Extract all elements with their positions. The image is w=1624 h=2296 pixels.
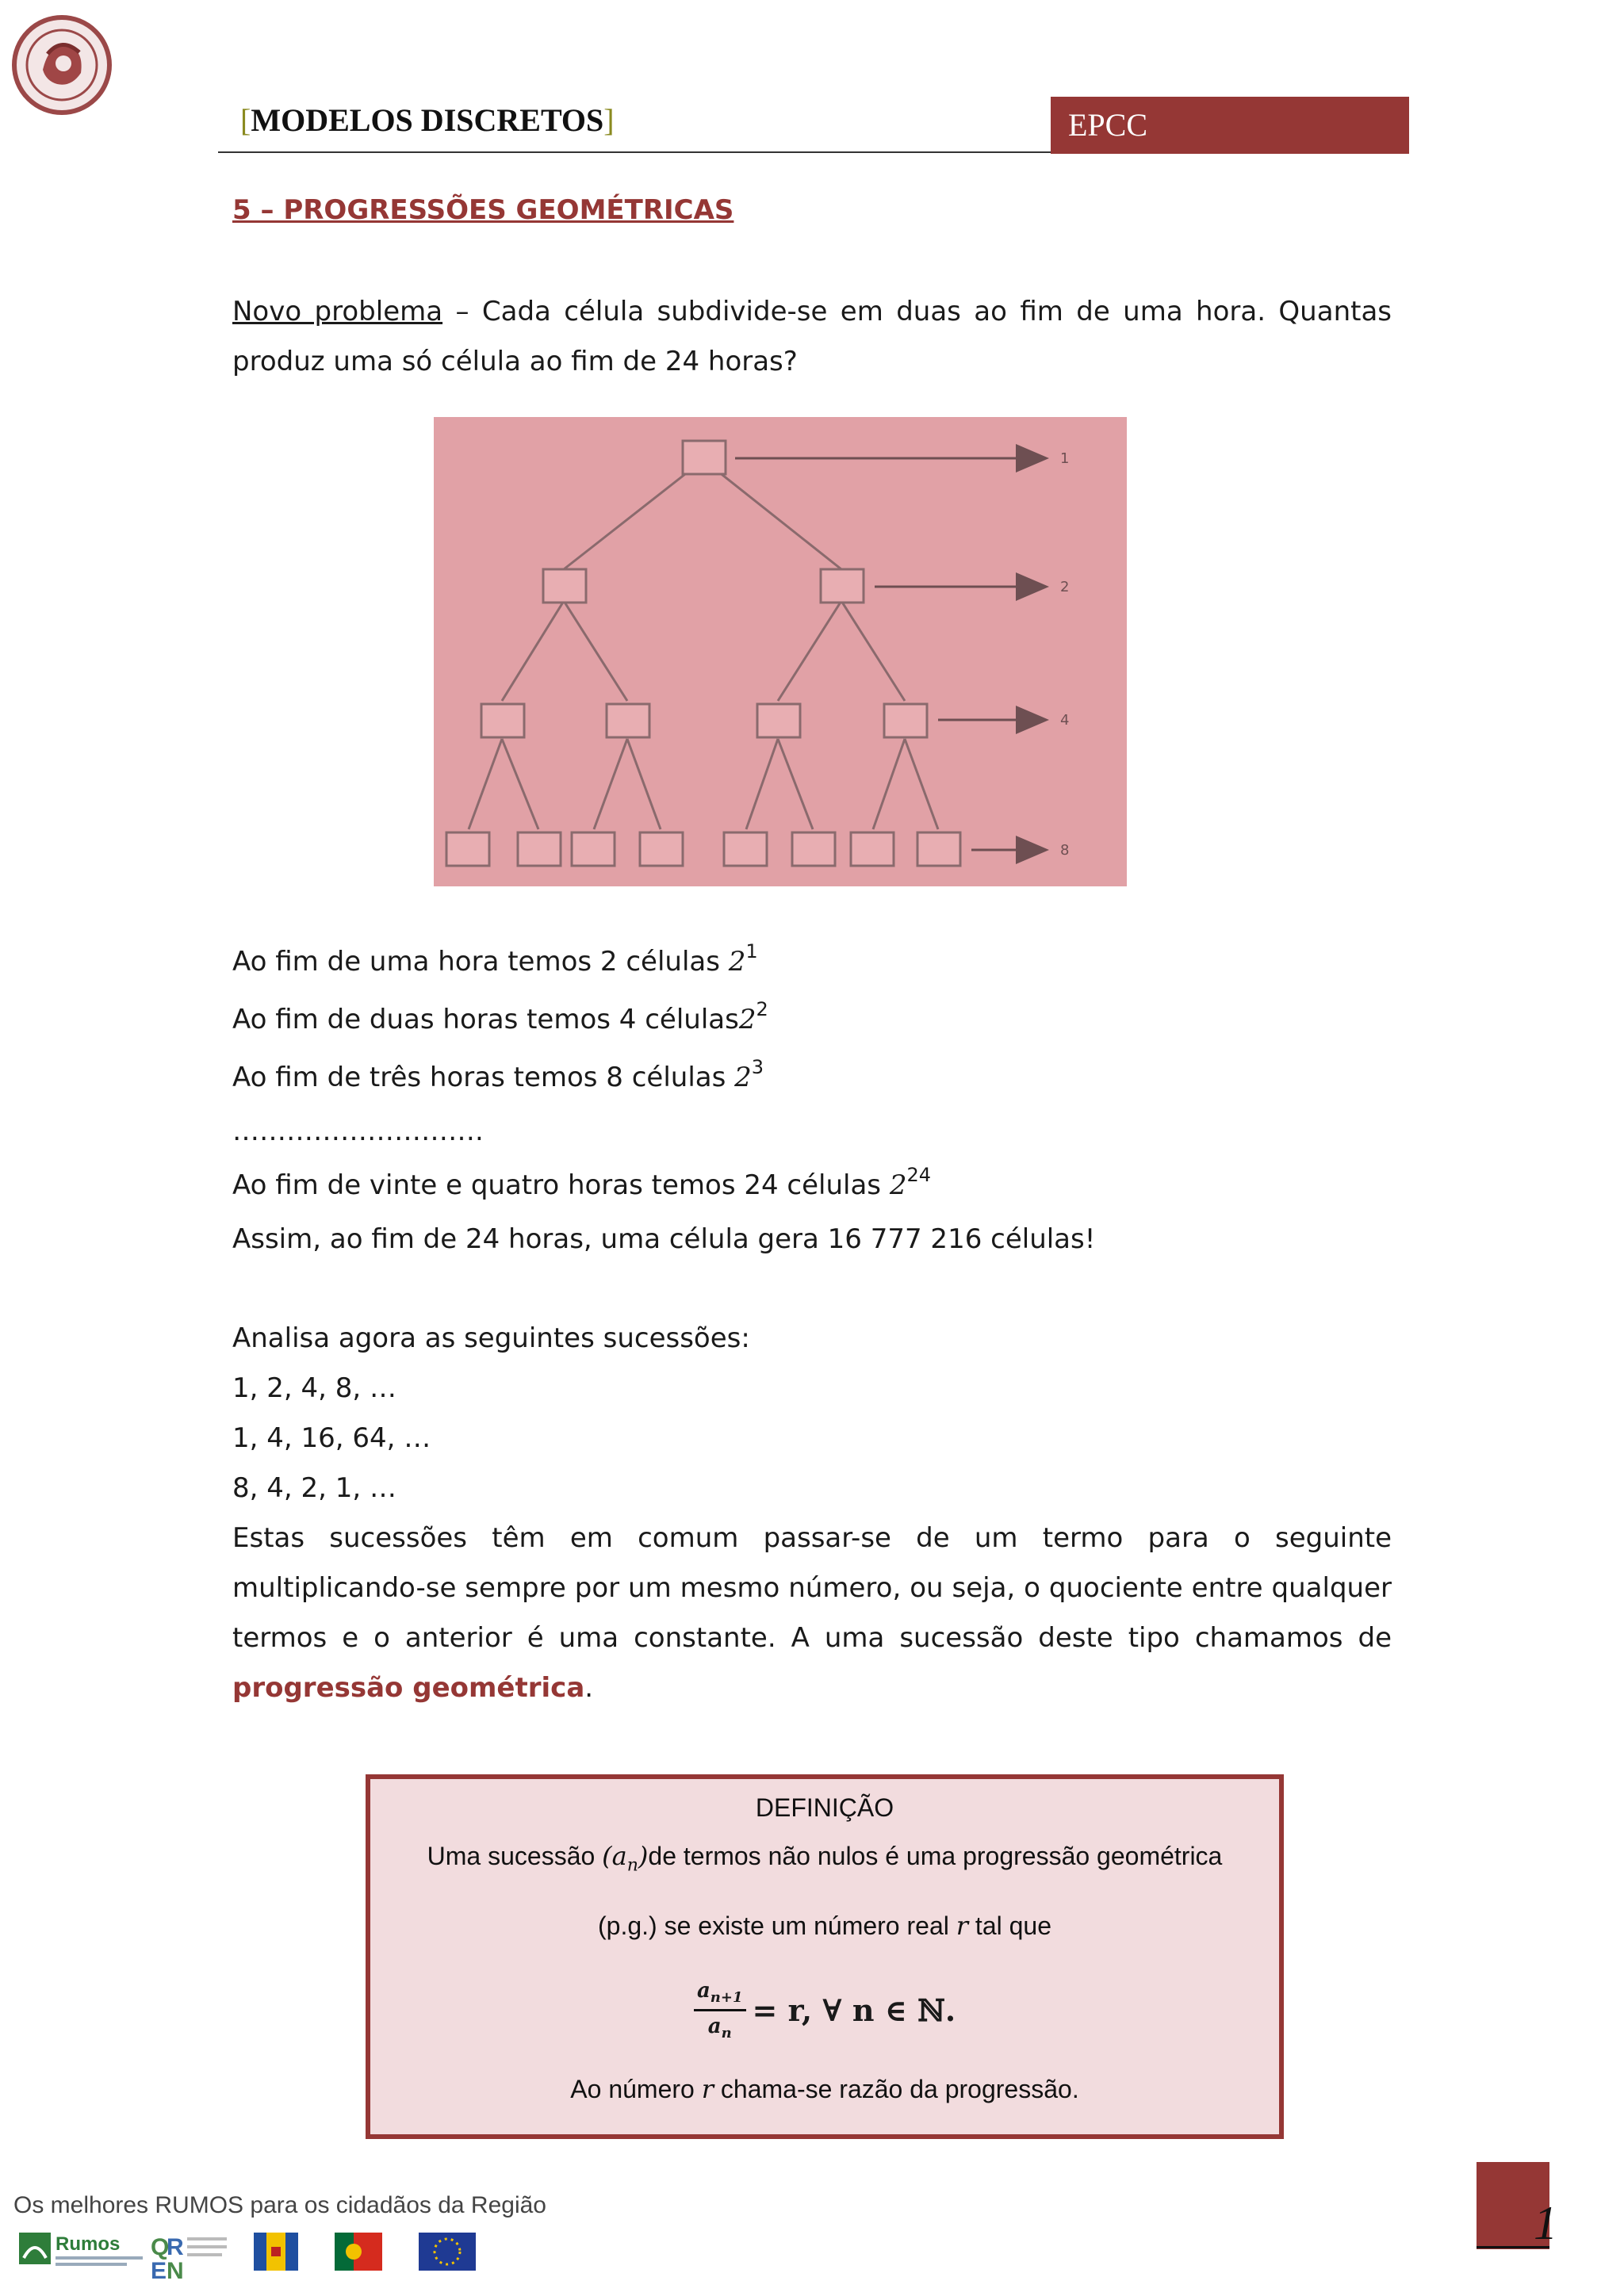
footer-slogan: Os melhores RUMOS para os cidadãos da Região: [13, 2192, 546, 2218]
sequence-item-1: 1, 2, 4, 8, …: [232, 1372, 396, 1404]
cell-level4: [572, 832, 615, 866]
level-label-4: 4: [1060, 712, 1070, 729]
formula-numerator: [694, 1979, 746, 2011]
section-title: 5 – PROGRESSÕES GEOMÉTRICAS: [232, 194, 734, 226]
definition-line-3-b: chama-se razão da progressão.: [714, 2075, 1079, 2103]
cell-level4: [792, 832, 835, 866]
cell-level3: [884, 704, 927, 737]
footer-partner-logos: [19, 2226, 487, 2286]
problem-text: – Cada célula subdivide-se em duas ao fim de uma hora. Quantas produz uma só célula ao fim de 24 horas?: [232, 296, 1392, 377]
definition-line-2-b: tal que: [968, 1911, 1051, 1940]
cell-level2: [543, 569, 586, 603]
definition-line-2-a: (p.g.) se existe um número real: [598, 1911, 956, 1940]
cell-level4: [518, 832, 561, 866]
portugal-flag: [335, 2233, 382, 2271]
cell-level3: [481, 704, 524, 737]
result-line-1-base: 2: [728, 946, 746, 978]
result-line-4-base: 2: [889, 1169, 907, 1201]
level-label-2: 2: [1060, 579, 1070, 595]
definition-line-2-sym: r: [956, 1911, 969, 1941]
result-conclusion: Assim, ao fim de 24 horas, uma célula gera 16 777 216 células!: [232, 1223, 1096, 1255]
result-line-3-exp: 3: [751, 1055, 764, 1078]
problem-label: Novo problema: [232, 296, 443, 327]
header-bracket-close: ]: [603, 102, 615, 138]
header-label-box: EPCC: [1051, 97, 1409, 154]
svg-text:R: R: [167, 2234, 184, 2260]
header-rule: [218, 151, 1051, 153]
definition-line-3: [370, 2074, 1279, 2104]
result-line-1-exp: 1: [745, 939, 758, 962]
definition-heading: DEFINIÇÃO: [755, 1793, 894, 1822]
result-line-4-text: Ao fim de vinte e quatro horas temos 24 células: [232, 1169, 890, 1201]
definition-line-2: [370, 1911, 1279, 1941]
cell-level3: [757, 704, 800, 737]
rumos-logo-text: Rumos: [56, 2233, 121, 2255]
result-line-2-base: 2: [738, 1004, 756, 1035]
madeira-flag: [254, 2233, 298, 2271]
definition-line-1: [370, 1841, 1279, 1875]
cell-level4: [851, 832, 894, 866]
definition-line-3-a: Ao número: [570, 2075, 702, 2103]
sequences-intro: Analisa agora as seguintes sucessões:: [232, 1322, 750, 1354]
formula-num-a: a: [696, 1979, 710, 2003]
header-title: [240, 101, 615, 139]
result-line-3-text: Ao fim de três horas temos 8 células: [232, 1062, 735, 1093]
progression-term: progressão geométrica: [232, 1672, 585, 1704]
result-line-2: [232, 995, 768, 1045]
sequences-explanation-end: .: [584, 1672, 594, 1704]
definition-line-1-b: de termos não nulos é uma progressão geométrica: [648, 1842, 1223, 1870]
level-label-1: 1: [1060, 450, 1070, 467]
formula-denominator: [694, 2011, 746, 2042]
definition-box: [366, 1774, 1284, 2139]
sequence-item-3: 8, 4, 2, 1, …: [232, 1472, 396, 1504]
cell-level4: [917, 832, 960, 866]
rumos-logo: [19, 2233, 143, 2266]
page-number: 1: [1534, 2197, 1557, 2249]
cell-level1: [683, 441, 726, 474]
cell-level4: [724, 832, 767, 866]
level-label-8: 8: [1060, 842, 1070, 859]
tree-branches: [469, 460, 938, 829]
result-line-3-base: 2: [734, 1062, 752, 1093]
formula-rest: = r, ∀ n ∈ ℕ.: [752, 1992, 956, 2029]
header-title-text: MODELOS DISCRETOS: [251, 102, 604, 138]
result-line-2-exp: 2: [756, 997, 768, 1020]
cell-division-figure: [434, 417, 1127, 886]
svg-text:N: N: [167, 2258, 184, 2284]
result-line-3: [232, 1053, 764, 1103]
definition-line-1-sym: (a: [602, 1841, 627, 1871]
definition-formula: [370, 1979, 1279, 2042]
cell-level3: [607, 704, 649, 737]
definition-line-1-a: Uma sucessão: [427, 1842, 603, 1870]
qren-logo: [151, 2234, 227, 2284]
formula-fraction: [694, 1979, 746, 2042]
formula-den-sub: n: [721, 2025, 732, 2042]
header-bracket-open: [: [240, 102, 251, 138]
result-line-4-exp: 24: [906, 1163, 932, 1186]
result-dots: ……………………….: [232, 1115, 484, 1147]
cell-level4: [446, 832, 489, 866]
formula-den-a: a: [707, 2015, 722, 2039]
definition-line-1-sym-close: ): [638, 1841, 649, 1871]
result-line-1-text: Ao fim de uma hora temos 2 células: [232, 946, 729, 978]
svg-text:Q: Q: [151, 2234, 170, 2260]
result-line-1: [232, 937, 758, 987]
school-seal-logo: [11, 14, 113, 116]
definition-line-3-sym: r: [701, 2074, 714, 2104]
definition-line-1-sub: n: [626, 1855, 638, 1876]
cell-level2: [821, 569, 864, 603]
sequence-item-2: 1, 4, 16, 64, …: [232, 1422, 431, 1454]
svg-text:E: E: [151, 2258, 167, 2284]
result-line-4: [232, 1161, 931, 1211]
sequences-explanation-text: Estas sucessões têm em comum passar-se de um termo para o seguinte multiplicando-se sempre por um mesmo número, ou seja, o quociente entre qualquer termos e o anterior é uma constante. A uma sucessão deste tipo chamamos de: [232, 1522, 1392, 1654]
level-arrows: [735, 458, 1044, 850]
result-line-2-text: Ao fim de duas horas temos 4 células: [232, 1004, 739, 1035]
eu-flag: [419, 2233, 476, 2271]
sequences-explanation: [232, 1513, 1392, 1713]
formula-num-sub: n+1: [710, 1989, 743, 2007]
problem-paragraph: [232, 287, 1392, 387]
cell-level4: [640, 832, 683, 866]
